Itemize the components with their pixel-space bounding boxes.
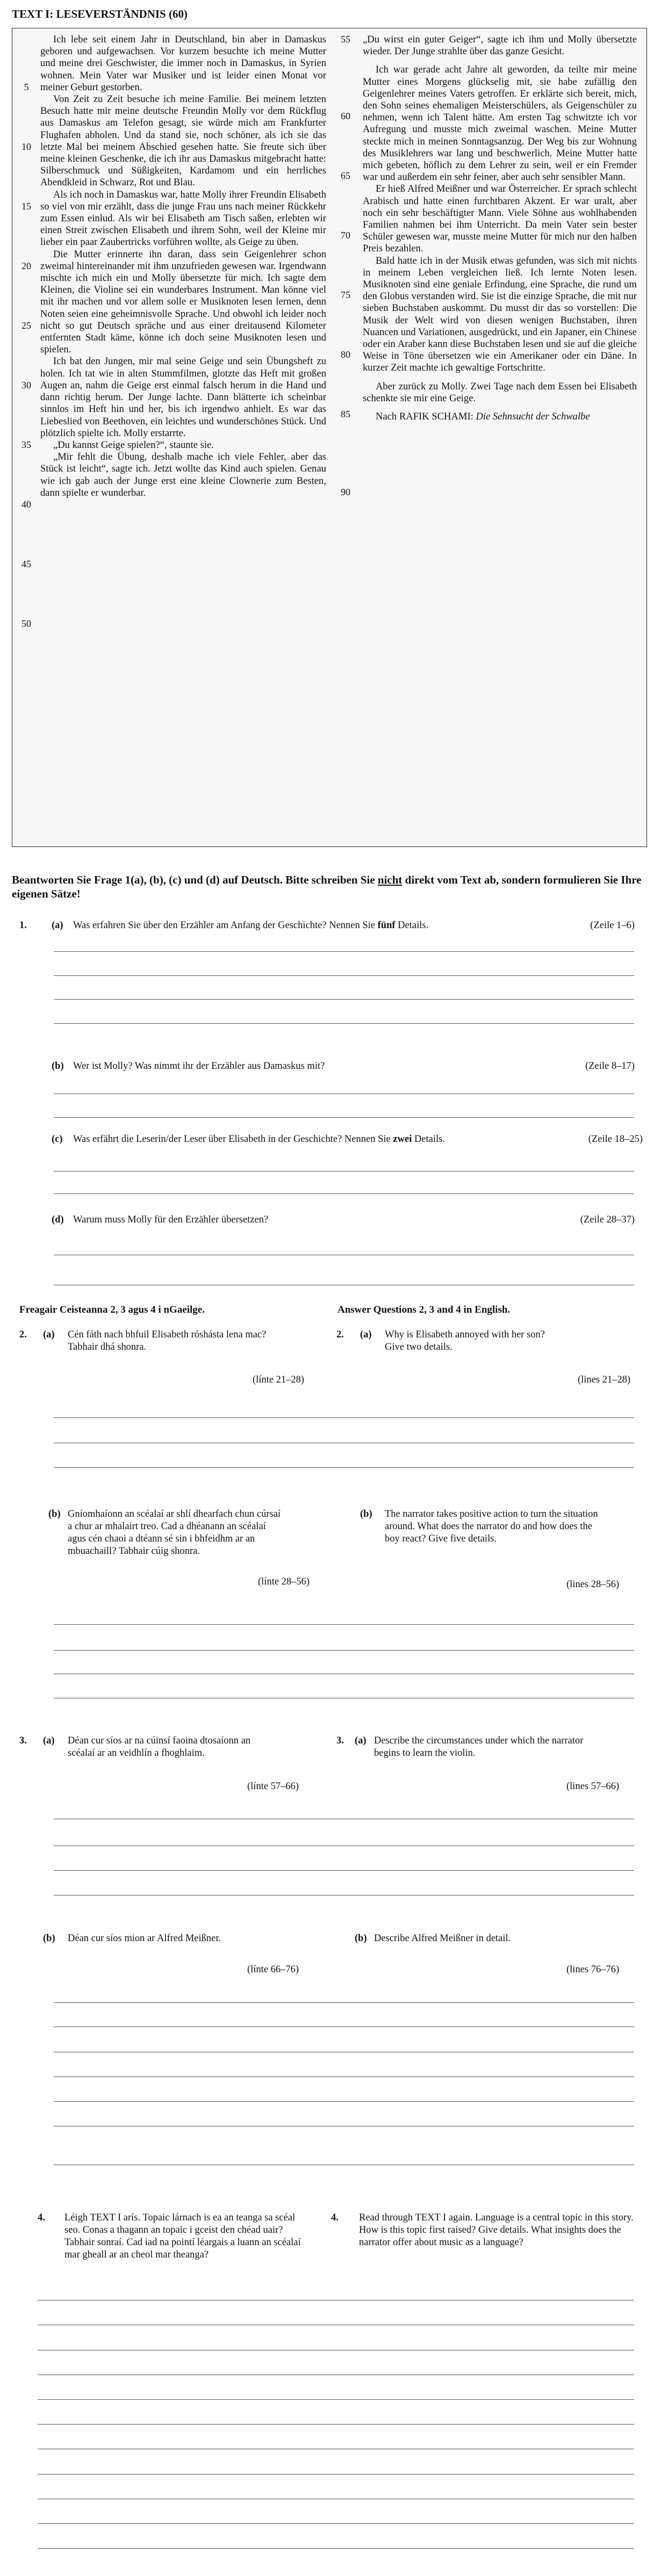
question-number: 2.: [19, 1329, 27, 1340]
line-reference: (línte 28–56): [258, 1576, 310, 1587]
question-1c: [19, 1133, 643, 1147]
question-text: Cén fáth nach bhfuil Elisabeth róshásta lena mac? Tabhair dhá shonra.: [68, 1329, 267, 1352]
answer-line[interactable]: [54, 1870, 634, 1871]
story-paragraph: „Du kannst Geige spielen?“, staunte sie.: [53, 439, 214, 451]
question-1b: [19, 1060, 635, 1074]
line-number: 70: [341, 230, 350, 241]
question-4-irish: [38, 2212, 317, 2276]
question-number: 2.: [336, 1329, 344, 1340]
question-text: Déan cur síos mion ar Alfred Meißner.: [68, 1933, 221, 1944]
question-text-bold: zwei: [393, 1134, 412, 1145]
question-number: 4.: [331, 2212, 339, 2223]
line-reference: (línte 57–66): [247, 1781, 299, 1792]
question-label: (b): [355, 1933, 367, 1944]
line-reference: (línte 21–28): [253, 1374, 305, 1385]
reading-text-box: [12, 28, 647, 847]
question-3b-english: [336, 1933, 637, 1946]
story-paragraph: Als ich noch in Damaskus war, hatte Molly ihrer Freundin Elisabeth so viel von mir erzählt, dass die junge Frau uns nach meiner Rückkehr zum Essen einlud. Als wir bei Elisabeth am Tisch saßen, erlebten wir einen Streit zwischen Elisabeth und ihrem Sohn, weil der Kleine mir lieber ein paar Zaubertricks vorführen wollte, als Geige zu üben.: [40, 189, 326, 248]
line-reference: (Zeile 1–6): [590, 920, 635, 931]
question-text: Warum muss Molly für den Erzähler übersetzen?: [73, 1214, 269, 1225]
line-number: 80: [341, 349, 350, 360]
answer-line[interactable]: [54, 1023, 634, 1024]
question-3b-irish: [19, 1933, 320, 1946]
question-text: The narrator takes positive action to turn the situation around. What does the narrator do and how does the boy react? Give five details.: [385, 1509, 598, 1544]
answer-line[interactable]: [54, 999, 634, 1000]
line-reference: (lines 76–76): [566, 1964, 620, 1975]
question-text: Read through TEXT I again. Language is a central topic in this story. How is this topic first raised? Give details. What insights does the narrator offer about music as a language?: [359, 2212, 634, 2248]
line-number: 5: [24, 82, 29, 92]
story-left-column: [40, 34, 326, 499]
story-paragraph: Bald hatte ich in der Musik etwas gefunden, was sich mit nichts in meinem Leben vergleichen ließ. Ich lernte Noten lesen. Musiknoten sind eine geniale Erfindung, eine Sprache, die rund um den Globus verstanden wird. Sie ist die einzige Sprache, die mit nur sieben Buchstaben auskommt. Du musst dir das so vorstellen: Die Musik der Welt wird von diesen wenigen Buchstaben, ihren Nuancen und Variationen, ausgedrückt, und ein Japaner, ein Chinese oder ein Araber kann diese Buchstaben lesen und sie auf die gleiche Weise in Töne übersetzen wie ein Amerikaner oder ein Däne. In kurzer Zeit machte ich gewaltige Fortschritte.: [363, 255, 637, 374]
question-2b-irish: [19, 1508, 320, 1573]
question-2b-english: [336, 1508, 637, 1562]
question-label: (b): [360, 1509, 372, 1519]
line-number: 85: [341, 409, 350, 419]
question-label: (a): [355, 1735, 367, 1746]
english-heading: Answer Questions 2, 3 and 4 in English.: [337, 1304, 511, 1315]
line-reference: (línte 66–76): [247, 1964, 299, 1975]
question-4-english: [331, 2212, 643, 2276]
answer-line[interactable]: [54, 1193, 634, 1194]
line-number: 30: [21, 380, 31, 390]
line-number: 55: [341, 34, 350, 45]
source-title: Die Sehnsucht der Schwalbe: [476, 411, 590, 423]
question-text: Describe the circumstances under which the narrator begins to learn the violin.: [374, 1735, 584, 1759]
question-number: 3.: [336, 1735, 344, 1746]
question-label: (b): [43, 1933, 55, 1944]
question-text: Describe Alfred Meißner in detail.: [374, 1933, 511, 1944]
line-reference: (lines 28–56): [566, 1579, 620, 1590]
answer-line[interactable]: [54, 951, 634, 952]
question-text: Léigh TEXT I arís. Topaic lárnach is ea an teanga sa scéal seo. Conas a thagann an topaic i gceist den chéad uair? Tabhair sonraí. Cad iad na pointí léargais a luann an scéalaí mar gheall ar an cheol mar theanga?: [64, 2212, 301, 2260]
story-paragraph: Von Zeit zu Zeit besuche ich meine Familie. Bei meinem letzten Besuch hatte mir meine deutsche Freundin Molly vor dem Rückflug aus Damaskus am Telefon gesagt, sie würde mich am Frankfurter Flughafen abholen. Und da stand sie, noch schöner, als ich sie das letzte Mal bei meinem Abschied gesehen hatte. Sie freute sich über meine kleinen Geschenke, die ich ihr aus Damaskus mitgebracht hatte: Silberschmuck und Süßigkeiten, Kardamom und ein herrliches Abendkleid in Schwarz, Rot und Blau.: [40, 93, 326, 189]
question-label: (c): [52, 1134, 63, 1145]
line-number: 45: [21, 559, 31, 569]
line-reference: (lines 57–66): [566, 1781, 620, 1792]
story-paragraph: „Mir fehlt die Übung, deshalb mache ich viele Fehler, aber das Stück ist leicht“, sagte ich. Jetzt wollte das Kind auch spielen. Genau wie ich gab auch der Junge erst eine kleine Clownerie zum Besten, dann spielte er wunderbar.: [40, 451, 326, 498]
question-label: (d): [52, 1214, 64, 1225]
instructions: [12, 873, 646, 901]
instructions-nicht: nicht: [377, 873, 403, 886]
question-text-part: Was erfahren Sie über den Erzähler am Anfang der Geschichte? Nennen Sie: [73, 920, 378, 931]
answer-line[interactable]: [54, 1417, 634, 1418]
line-number: 50: [21, 618, 31, 629]
question-text: Wer ist Molly? Was nimmt ihr der Erzähler aus Damaskus mit?: [73, 1061, 325, 1072]
story-paragraph: „Du wirst ein guter Geiger“, sagte ich ihm und Molly übersetzte wieder. Der Junge strahlte über das ganze Gesicht.: [363, 34, 637, 57]
answer-line[interactable]: [38, 2424, 634, 2425]
story-paragraph: Ich lebe seit einem Jahr in Deutschland, bin aber in Damaskus geboren und aufgewachsen. Vor kurzem besuchte ich meine Mutter und meine drei Geschwister, die immer noch in Damaskus, in Syrien wohnen. Mein Vater war Musiker und ist leider einen Monat vor meiner Geburt gestorben.: [40, 34, 326, 93]
answer-line[interactable]: [54, 1650, 634, 1651]
instructions-part2: direkt vom Text ab, sondern formulieren Sie Ihre eigenen Sätze!: [12, 873, 642, 900]
story-source: [363, 411, 637, 423]
question-1a: [19, 920, 635, 933]
story-paragraph: Aber zurück zu Molly. Zwei Tage nach dem Essen bei Elisabeth schenkte sie mir eine Geige.: [363, 380, 637, 404]
question-number: 1.: [19, 920, 27, 931]
source-prefix: Nach RAFIK SCHAMI:: [376, 411, 476, 423]
question-label: (a): [360, 1329, 372, 1340]
answer-line[interactable]: [38, 2523, 634, 2524]
line-reference: (lines 21–28): [578, 1374, 631, 1385]
line-number: 60: [341, 111, 350, 121]
answer-line[interactable]: [54, 2101, 634, 2102]
line-number: 10: [21, 141, 31, 152]
story-paragraph: Ich bat den Jungen, mir mal seine Geige und sein Übungsheft zu holen. Ich tat wie in alten Stummfilmen, glotzte das Heft mit großen Augen an, nahm die Geige erst einmal falsch herum in die Hand und dann richtig herum. Der Junge lachte. Dann blätterte ich scheinbar sinnlos im Heft hin und her, bis ich irgendwo anhielt. Es war das Liebeslied von Beethoven, ein leichtes und wunderschönes Stück. Und plötzlich spielte ich. Molly erstarrte.: [40, 356, 326, 439]
answer-line[interactable]: [54, 2076, 634, 2077]
question-text: [73, 920, 428, 932]
line-number: 75: [341, 290, 350, 300]
irish-heading: Freagair Ceisteanna 2, 3 agus 4 i nGaeilge.: [19, 1304, 205, 1315]
answer-line[interactable]: [54, 2002, 634, 2003]
answer-line[interactable]: [54, 975, 634, 976]
question-3a-english: [336, 1735, 637, 1762]
answer-line[interactable]: [38, 2548, 634, 2549]
line-reference: (Zeile 8–17): [585, 1061, 635, 1072]
story-paragraph: Die Mutter erinnerte ihn daran, dass sein Geigenlehrer schon zweimal hintereinander mit ihm unzufrieden gewesen war. Irgendwann mischte ich mich ein und Molly übersetzte für mich. Ich sagte dem Kleinen, die Violine sei ein wunderbares Instrument. Man könne viel mit ihr machen und vor allem solle er Musiknoten lesen lernen, denn Noten seien eine geheimnisvolle Sprache. Und obwohl ich leider noch nicht so gut Deutsch spräche und aus einer dreitausend Kilometer entfernten Stadt käme, könne ich doch seine Musiknoten lesen und spielen.: [40, 248, 326, 356]
question-2a-english: [336, 1329, 637, 1356]
line-number: 40: [21, 499, 31, 510]
question-text: [73, 1133, 445, 1146]
section-title: TEXT I: LESEVERSTÄNDNIS (60): [12, 8, 188, 20]
question-3a-irish: [19, 1735, 320, 1762]
question-1d: [19, 1214, 635, 1227]
question-label: (a): [43, 1735, 55, 1746]
answer-line[interactable]: [54, 1117, 634, 1118]
question-text: Why is Elisabeth annoyed with her son? Give two details.: [385, 1329, 545, 1352]
question-2a-irish: [19, 1329, 320, 1356]
question-text: Gníomhaíonn an scéalaí ar shlí dhearfach chun cúrsaí a chur ar mhalairt treo. Cad a dhéanann an scéalaí agus cén chaoi a dtéann sé sin i bhfeidhm ar an mbuachaill? Tabhair cúig shonra.: [68, 1509, 281, 1557]
instructions-part1: Beantworten Sie Frage 1(a), (b), (c) und (d) auf Deutsch. Bitte schreiben Sie: [12, 873, 378, 886]
answer-line[interactable]: [54, 1467, 634, 1468]
line-number: 35: [21, 439, 31, 450]
question-label: (a): [52, 920, 63, 931]
line-number: 20: [21, 261, 31, 271]
question-text-part: Was erfährt die Leserin/der Leser über Elisabeth in der Geschichte? Nennen Sie: [73, 1134, 393, 1145]
question-text-bold: fünf: [377, 920, 396, 931]
question-text-part: Details.: [395, 920, 429, 931]
line-number: 65: [341, 170, 350, 181]
question-label: (b): [52, 1061, 64, 1072]
line-number: 90: [341, 487, 350, 497]
story-paragraph: Er hieß Alfred Meißner und war Österreicher. Er sprach schlecht Arabisch und hatte einen furchtbaren Akzent. Er war uralt, aber noch ein sehr beschäftigter Mann. Viele Söhne aus wohlhabenden Familien nahmen bei ihm Unterricht. Da mein Vater sein bester Schüler gewesen war, musste meine Mutter für mich nur den halben Preis bezahlen.: [363, 183, 637, 255]
line-number: 25: [21, 320, 31, 331]
question-label: (b): [48, 1509, 61, 1519]
question-number: 4.: [38, 2212, 45, 2223]
line-reference: (Zeile 28–37): [580, 1214, 635, 1225]
line-reference: (Zeile 18–25): [588, 1134, 643, 1145]
question-number: 3.: [19, 1735, 27, 1746]
question-label: (a): [43, 1329, 55, 1340]
answer-line[interactable]: [38, 2399, 634, 2400]
story-paragraph: Ich war gerade acht Jahre alt geworden, da teilte mir meine Mutter eines Morgens glückselig mit, sie habe zufällig den Geigenlehrer meines Vaters getroffen. Er erklärte sich bereit, mich, den Sohn seines ehemaligen Meisterschülers, als Geigenschüler zu nehmen, wenn ich Talent hätte. Am ersten Tag schwitzte ich vor Aufregung und musste mich zweimal waschen. Meine Mutter steckte mich in meinen Sonntagsanzug. Der Weg bis zur Wohnung des Musiklehrers war lang und beschwerlich. Meine Mutter hatte mich gebeten, höflich zu dem Lehrer zu sein, weil er ein Fremder war und außerdem ein sehr feiner, aber auch sehr sensibler Mann.: [363, 64, 637, 183]
answer-line[interactable]: [54, 1624, 634, 1625]
line-number: 15: [21, 201, 31, 212]
story-right-column: [363, 34, 637, 423]
question-text: Déan cur síos ar na cúinsí faoina dtosaíonn an scéalaí ar an veidhlín a fhoghlaim.: [68, 1735, 251, 1759]
question-text-part: Details.: [412, 1134, 445, 1145]
